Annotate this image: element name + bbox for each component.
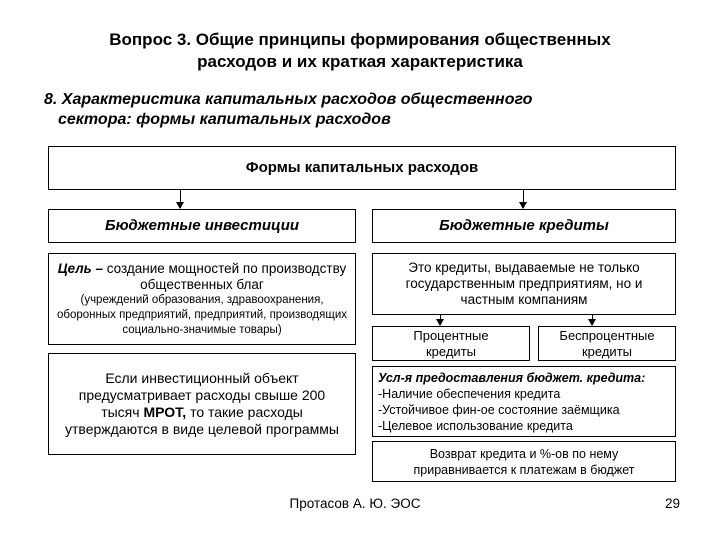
goal-label: Цель – (57, 260, 103, 276)
interest-free-credits-box (538, 326, 676, 361)
subtitle-line-2: сектора: формы капитальных расходов (58, 111, 391, 128)
slide-title (0, 29, 720, 73)
budget-credits-label: Бюджетные кредиты (439, 217, 609, 234)
condition-item: -Устойчивое фин-ое состояние заёмщика (378, 402, 620, 417)
rule-text-a: Если инвестиционный объект предусматривает расходы свыше 200 тысяч (78, 370, 326, 420)
interest-free-credits-label: Беспроцентные кредиты (559, 327, 655, 359)
goal-note: (учреждений образования, здравоохранения, оборонных предприятий, предприятий, производящих социально-значимые товары) (56, 293, 347, 336)
slide-subtitle (44, 90, 532, 130)
arrow-down-icon (440, 315, 441, 325)
return-text: Возврат кредита и %-ов по нему приравнивается к платежам в бюджет (413, 446, 635, 477)
arrow-down-icon (592, 315, 593, 325)
credits-description: Это кредиты, выдаваемые не только государственным предприятиям, но и частным компаниям (405, 260, 643, 307)
title-line-2: расходов и их краткая характеристика (197, 52, 523, 71)
condition-item: -Целевое использование кредита (378, 418, 573, 433)
return-box (372, 441, 676, 482)
interest-credits-box (372, 326, 530, 361)
rule-text-b: то такие расходы утверждаются в виде целевой программы (65, 404, 339, 437)
title-line-1: Вопрос 3. Общие принципы формирования общественных (109, 30, 611, 49)
subtitle-line-1: 8. Характеристика капитальных расходов общественного (44, 91, 533, 108)
root-box (48, 146, 676, 190)
goal-box (48, 253, 356, 345)
root-label: Формы капитальных расходов (245, 159, 479, 176)
rule-text-bold: МРОТ, (143, 404, 187, 420)
page-number: 29 (664, 496, 680, 511)
conditions-title: Усл-я предоставления бюджет. кредита: (378, 370, 646, 385)
conditions-box (372, 366, 676, 437)
credits-description-box (372, 253, 676, 315)
budget-investments-label: Бюджетные инвестиции (104, 217, 300, 234)
interest-credits-label: Процентные кредиты (413, 327, 489, 359)
footer-author: Протасов А. Ю. ЭОС (289, 496, 421, 511)
condition-item: -Наличие обеспечения кредита (378, 386, 561, 401)
program-rule-box (48, 353, 356, 455)
goal-text: создание мощностей по производству общественных благ (102, 260, 347, 292)
budget-investments-header (48, 209, 356, 243)
budget-credits-header (372, 209, 676, 243)
arrow-down-icon (523, 190, 524, 208)
arrow-down-icon (180, 190, 181, 208)
